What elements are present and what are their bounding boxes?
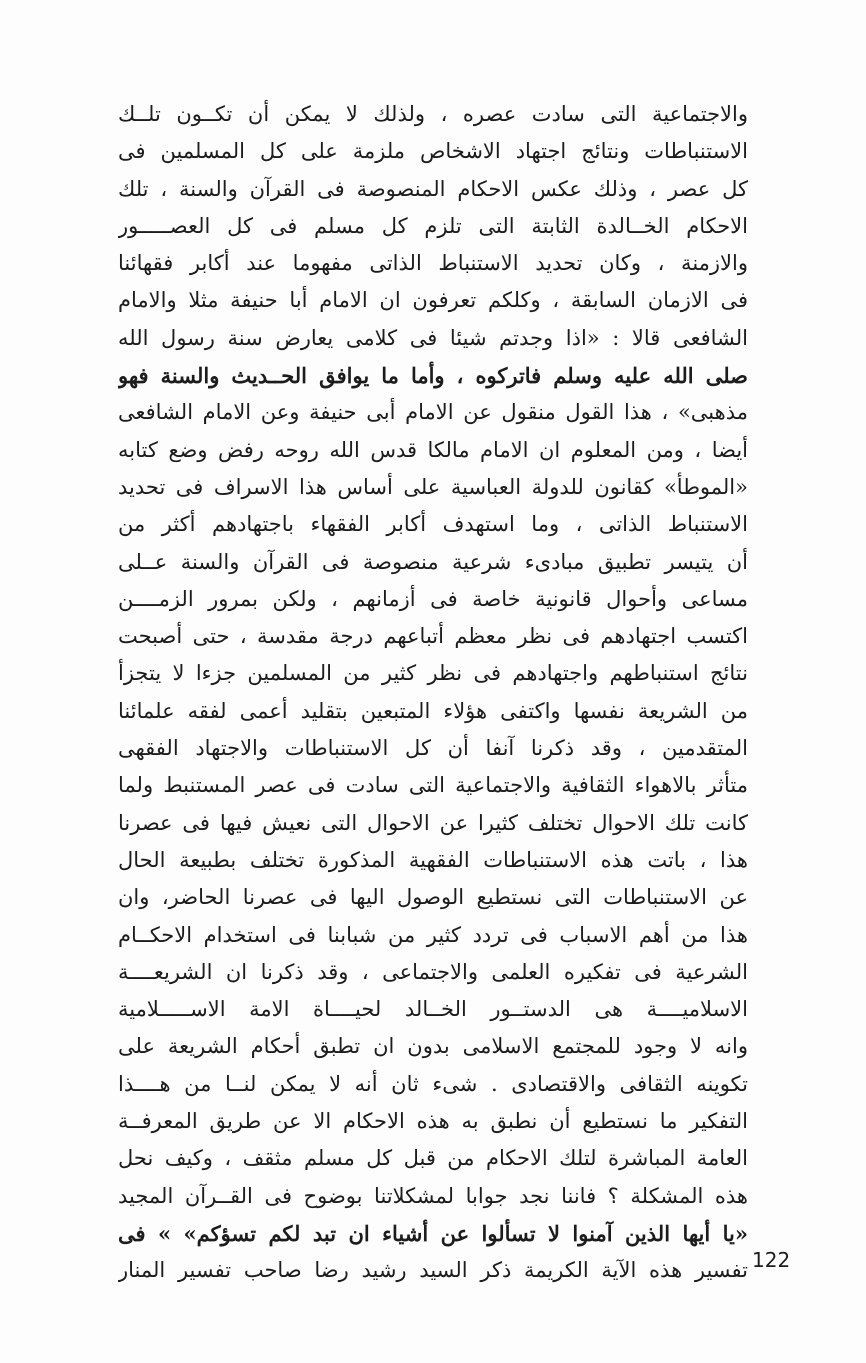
text-line: الاسلاميــــة هى الدستــور الخــالد لحيــــاة الامة الاســـــلامية: [118, 997, 748, 1022]
body-text: [118, 96, 748, 1290]
text-line: فى الازمان السابقة ، وكلكم تعرفون ان الامام أبا حنيفة مثلا والامام: [118, 288, 748, 313]
text-line: الاستنباطات ونتائج اجتهاد الاشخاص ملزمة على كل المسلمين فى: [118, 139, 748, 164]
text-line: اكتسب اجتهادهم فى نظر معظم أتباعهم درجة مقدسة ، حتى أصبحت: [118, 624, 748, 649]
text-line: المتقدمين ، وقد ذكرنا آنفا أن كل الاستنباطات والاجتهاد الفقهى: [118, 736, 748, 761]
text-line: مساعى وأحوال قانونية خاصة فى أزمانهم ، ولكن بمرور الزمــــن: [118, 586, 748, 611]
text-line: كانت تلك الاحوال تختلف كثيرا عن الاحوال التى نعيش فيها فى عصرنا: [118, 810, 748, 835]
text-line: الشرعية فى تفكيره العلمى والاجتماعى ، وقد ذكرنا ان الشريعــــة: [118, 959, 748, 984]
text-line: متأثر بالاهواء الثقافية والاجتماعية التى سادت فى عصر المستنبط ولما: [118, 773, 748, 798]
text-line: التفكير ما نستطيع أن نطبق به هذه الاحكام الا عن طريق المعرفــة: [118, 1109, 748, 1134]
text-line: «الموطأ» كقانون للدولة العباسية على أساس هذا الاسراف فى تحديد: [118, 474, 748, 499]
text-line: مذهبى» ، هذا القول منقول عن الامام أبى حنيفة وعن الامام الشافعى: [118, 400, 748, 425]
text-line: كل عصر ، وذلك عكس الاحكام المنصوصة فى القرآن والسنة ، تلك: [118, 176, 748, 201]
text-line: الشافعى قالا : «اذا وجدتم شيئا فى كلامى يعارض سنة رسول الله: [118, 325, 748, 350]
text-line: أيضا ، ومن المعلوم ان الامام مالكا قدس الله روحه رفض وضع كتابه: [118, 437, 748, 462]
text-line: تفسير هذه الآية الكريمة ذكر السيد رشيد رضا صاحب تفسير المنار: [118, 1258, 748, 1283]
text-line: نتائج استنباطهم واجتهادهم فى نظر كثير من المسلمين جزءا لا يتجزأ: [118, 661, 748, 686]
text-line: الاحكام الخــالدة الثابتة التى تلزم كل مسلم فى كل العصـــــور: [118, 213, 748, 238]
text-line: هذه المشكلة ؟ فاننا نجد جوابا لمشكلاتنا بوضوح فى القــرآن المجيد: [118, 1183, 748, 1208]
text-line: «يا أيها الذين آمنوا لا تسألوا عن أشياء ان تبد لكم تسؤكم» » فى: [118, 1220, 748, 1246]
text-line: أن يتيسر تطبيق مبادىء شرعية منصوصة فى القرآن والسنة عــلى: [118, 549, 748, 574]
text-line: الاستنباط الذاتى ، وما استهدف أكابر الفقهاء باجتهادهم أكثر من: [118, 512, 748, 537]
text-line: وانه لا وجود للمجتمع الاسلامى بدون ان تطبق أحكام الشريعة على: [118, 1034, 748, 1059]
text-line: عن الاستنباطات التى نستطيع الوصول اليها فى عصرنا الحاضر، وان: [118, 885, 748, 910]
text-line: والاجتماعية التى سادت عصره ، ولذلك لا يمكن أن تكــون تلــك: [118, 102, 748, 126]
text-line: والازمنة ، وكان تحديد الاستنباط الذاتى مفهوما عند أكابر فقهائنا: [118, 251, 748, 276]
text-line: العامة المباشرة لتلك الاحكام من قبل كل مسلم مثقف ، وكيف نحل: [118, 1146, 748, 1171]
page-number: 122: [752, 1248, 791, 1272]
text-line: هذا ، باتت هذه الاستنباطات الفقهية المذكورة تختلف بطبيعة الحال: [118, 847, 748, 872]
text-line: هذا من أهم الاسباب فى تردد كثير من شبابنا فى استخدام الاحكــام: [118, 922, 748, 947]
text-line: صلى الله عليه وسلم فاتركوه ، وأما ما يوافق الحــديث والسنة فهو: [118, 363, 748, 389]
text-line: من الشريعة نفسها واكتفى هؤلاء المتبعين بتقليد أعمى لفقه علمائنا: [118, 698, 748, 723]
text-line: تكوينه الثقافى والاقتصادى . شىء ثان أنه لا يمكن لنــا من هــــذا: [118, 1071, 748, 1096]
